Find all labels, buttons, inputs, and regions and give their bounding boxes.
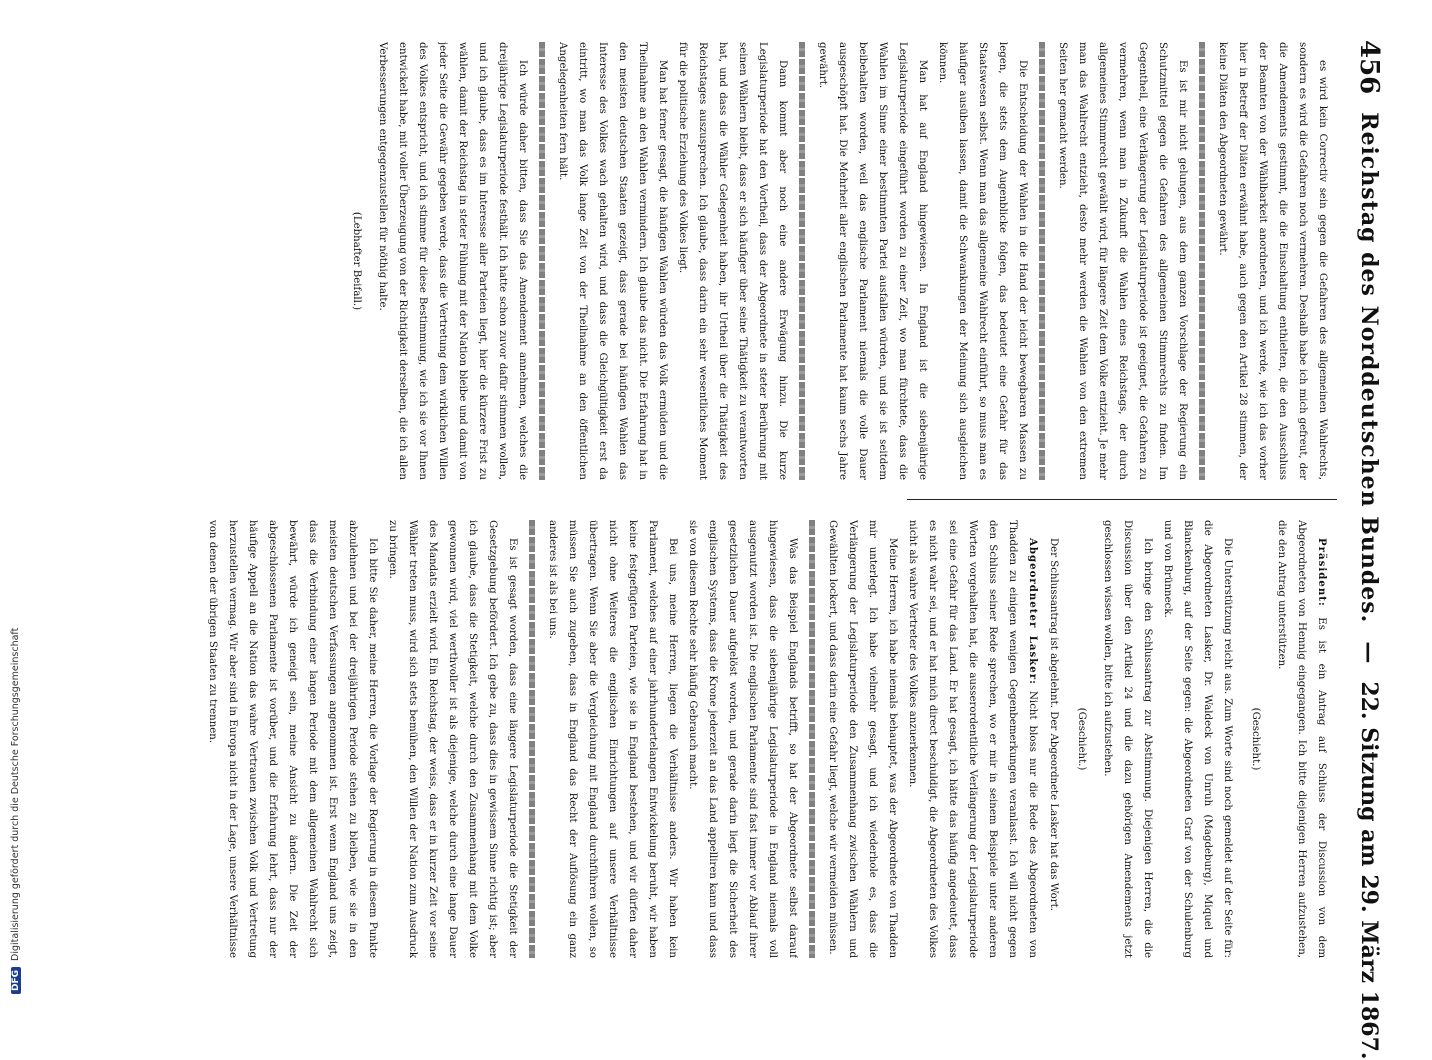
paragraph: Meine Herren, ich habe niemals behauptet, was der Abgeordnete von Thadden mir unterlegt. Ich habe vielmehr gesagt, und ich wiederhole es, dass die Verlängerung der Legislaturperiode den Zusammenhang zwischen Wählern und Gewählten lockert, und dass darin eine Gefahr liegt, welche wir vermeiden müssen.	[827, 520, 898, 958]
journal-title: Reichstag des Norddeutschen Bundes.	[1356, 112, 1382, 624]
digitization-credit	[10, 628, 20, 994]
paragraph: Ich bitte Sie daher, meine Herren, die Vorlage der Regierung in diesem Punkte abzulehnen und bei der dreijährigen Periode stehen zu bleiben, wie sie in den meisten deutschen Verfassungen angenommen ist. Erst wenn England uns zeigt, dass die Verbindung einer langen Periode mit dem allgemeinen Wahlrecht sich bewährt, würde ich geneigt sein, meine Ansicht zu ändern. Die Zeit der abgeschlossenen Parlamente ist vorüber, und die Erfahrung lehrt, dass nur der häufige Appell an die Nation das wahre Vertrauen zwischen Volk und Vertretung herzustellen vermag. Wir aber sind in Europa nicht in der Lage, unsere Verhältnisse von denen der übrigen Staaten zu trennen.	[207, 520, 378, 958]
paragraph: Es ist mir nicht gelungen, aus dem ganzen Vorschlage der Regierung ein Schutzmittel gegen die Gefahren des allgemeinen Stimmrechts zu finden. Im Gegentheil, eine Verlängerung der Legislaturperiode ist geeignet, die Gefahren zu vermehren, wenn man in Zukunft die Wahlen eines Reichstags, der durch allgemeines Stimmrecht gewählt wird, für längere Zeit dem Volke entzieht. Je mehr man das Wahlrecht entzieht, desto mehr werden die Wahlen von den extremen Seiten her gemacht werden.	[1057, 42, 1188, 480]
paragraph: Es ist gesagt worden, dass eine längere Legislaturperiode die Stetigkeit der Gesetzgebung befördert. Ich gebe zu, dass dies in gewissem Sinne richtig ist; aber ich glaube, dass die Stetigkeit, welche durch den Zusammenhang mit dem Volke gewonnen wird, viel werthvoller ist als diejenige, welche durch eine lange Dauer des Mandats erzielt wird. Ein Reichstag, der weiss, dass er in kurzer Zeit vor seine Wähler treten muss, wird sich stets bemühen, den Willen der Nation zum Ausdruck zu bringen.	[387, 520, 518, 958]
header-dash: —	[1356, 641, 1382, 664]
paragraph	[902, 520, 1043, 958]
paragraph: es wird kein Correctiv sein gegen die Gefahren des allgemeinen Wahlrechts, sondern es wird die Gefahren noch vermehren. Deshalb habe ich mich gefreut, der die Amendements gestimmt, die die Einschaltung enthielten, die den Ausschluss der Beamten von der Wählbarkeit anordneten, und ich werde, wie ich das vorher hier in Betreff der Diäten erwähnt habe, auch gegen den Artikel 28 stimmen, der keine Diäten den Abgeordneten gewährt.	[1217, 42, 1328, 480]
session-date: 22. Sitzung am 29. März 1867.	[1356, 681, 1382, 1060]
paragraph: Ich würde daher bitten, dass Sie das Amendement annehmen, welches die dreijährige Legislaturperiode festhält. Ich hatte schon zuvor dafür stimmen wollen, und ich glaube, dass es im Interesse aller Parteien liegt, hier die kürzere Frist zu wählen, damit der Reichstag in steter Fühlung mit der Nation bleibe und damit von jeder Seite die Gewähr gegeben werde, dass die Vertretung dem wirklichen Willen des Volkes entspricht, und ich stimme für diese Bestimmung, wie ich sie vor Ihnen entwickelt habe, mit voller Überzeugung von der Richtigkeit derselben, die ich allen Verbesserungen entgegenzustellen für nöthig halte.	[377, 42, 528, 480]
paragraph: Bei uns, meine Herren, liegen die Verhältnisse anders. Wir haben kein Parlament, welches auf einer jahrhundertelangen Entwickelung beruht, wir haben keine festgefügten Parteien, wie sie in England bestehen, und wir dürfen daher nicht ohne Weiteres die englischen Einrichtungen auf unsere Verhältnisse übertragen. Wenn Sie aber die Vergleichung mit England durchführen wollen, so müssen Sie auch zugeben, dass in England das Recht der Auflösung ein ganz anderes ist als bei uns.	[547, 520, 678, 958]
credit-text: Digitalisierung gefördert durch die Deutsche Forschungsgemeinschaft	[10, 627, 21, 961]
page-header	[1344, 40, 1394, 1060]
speaker-name: Präsident:	[1316, 538, 1328, 607]
faded-text-line	[539, 42, 545, 480]
faded-text-line	[809, 520, 815, 958]
paragraph: Dann kommt aber noch eine andere Erwägung hinzu. Die kurze Legislaturperiode hat den Vortheil, dass der Abgeordnete in steter Berührung mit seinen Wählern bleibt, dass er sich häufiger über seine Thätigkeit zu verantworten hat, und dass die Wähler Gelegenheit haben, ihr Urtheil über die Thätigkeit des Reichstages auszusprechen. Ich glaube, dass darin ein sehr wesentliches Moment für die politische Erziehung des Volkes liegt.	[677, 42, 788, 480]
paragraph: Die Entscheidung der Wahlen in die Hand der leicht bewegbaren Massen zu legen, die stets dem Augenblicke folgen, das bedeutet eine Gefahr für das Staatswesen selbst. Wenn man das allgemeine Wahlrecht einführt, so muss man es häufiger ausüben lassen, damit die Schwankungen der Meinung sich ausgleichen können.	[937, 42, 1028, 480]
dfg-logo-icon: DFG	[11, 967, 21, 994]
faded-text-line	[1199, 42, 1205, 480]
speaker-name: Abgeordneter Lasker:	[1027, 538, 1039, 685]
speech-text: Nicht bloss nur die Rede des Abgeordneten von Thadden zu einigen wenigen Gegenbemerkungen veranlasst. Ich will nicht gegen den Schluss seiner Rede sprechen, wo er mir in seinem Beispiele unter anderen Worten vorgehalten hat, die ausserordentliche Verlängerung der Legislaturperiode sei eine Gefahr für das Land. Er hat gesagt, ich hätte das häufig angedeutet, dass es nicht wahr sei, und er hat mich direct beschuldigt, die Abgeordneten des Volkes nicht als wahre Vertreter des Volkes anzuerkennen.	[907, 520, 1038, 958]
faded-text-line	[529, 520, 535, 958]
paragraph: Man hat ferner gesagt, die häufigen Wahlen würden das Volk ermüden und die Theilnahme an den Wahlen vermindern. Ich glaube das nicht. Die Erfahrung hat in den meisten deutschen Staaten gezeigt, dass gerade bei häufigen Wahlen das Interesse des Volkes wach gehalten wird, und dass die Gleichgültigkeit erst da eintritt, wo man das Volk lange Zeit von der Theilnahme an den öffentlichen Angelegenheiten fern hält.	[557, 42, 668, 480]
paragraph: Der Schlussantrag ist abgelehnt. Der Abgeordnete Lasker hat das Wort.	[1048, 538, 1059, 911]
stage-note: (Geschieht.)	[1250, 707, 1261, 771]
faded-text-line	[799, 42, 805, 480]
faded-text-line	[1039, 42, 1045, 480]
paragraph: Ich bringe den Schlussantrag zur Abstimmung. Diejenigen Herren, die die Discussion über den Artikel 24 und die dazu gehörigen Amendements jetzt geschlossen wissen wollen, bitte ich aufzustehen.	[1102, 520, 1153, 958]
paragraph	[1271, 520, 1332, 958]
column-divider	[907, 499, 1337, 500]
page-number: 456	[1354, 40, 1384, 95]
applause-note: (Lebhafter Beifall.)	[351, 211, 362, 311]
paragraph: Was das Beispiel Englands betrifft, so hat der Abgeordnete selbst darauf hingewiesen, dass die siebenjährige Legislaturperiode in England niemals voll ausgenutzt worden ist. Die englischen Parlamente sind fast immer vor Ablauf ihrer gesetzlichen Dauer aufgelöst worden, und gerade darin liegt die Sicherheit des englischen Systems, dass die Krone jederzeit an das Land appelliren kann und dass sie von diesem Rechte sehr häufig Gebrauch macht.	[687, 520, 798, 958]
paragraph: Die Unterstützung reicht aus. Zum Worte sind noch gemeldet auf der Seite für: die Abgeordneten Lasker, Dr. Waldeck von Unruh (Magdeburg), Miquel und Blanckenburg, auf der Seite gegen: die Abgeordneten Graf von der Schulenburg und von Brünneck.	[1162, 520, 1233, 958]
left-column	[82, 42, 1332, 480]
stage-note: (Geschieht.)	[1076, 707, 1087, 771]
right-column	[82, 520, 1332, 958]
speech-text: Es ist ein Antrag auf Schluss der Discussion von dem Abgeordneten von Hennig eingegangen. Ich bitte diejenigen Herren aufzustehen, die den Antrag unterstützen.	[1276, 520, 1327, 958]
paragraph: Man hat auf England hingewiesen. In England ist die siebenjährige Legislaturperiode eingeführt worden zu einer Zeit, wo man fürchtete, dass die Wahlen im Sinne einer bestimmten Partei ausfallen würden, und sie ist seitdem beibehalten worden, weil das englische Parlament niemals die volle Dauer ausgeschöpft hat. Die Mehrheit aller englischen Parlamente hat kaum sechs Jahre gewährt.	[817, 42, 928, 480]
